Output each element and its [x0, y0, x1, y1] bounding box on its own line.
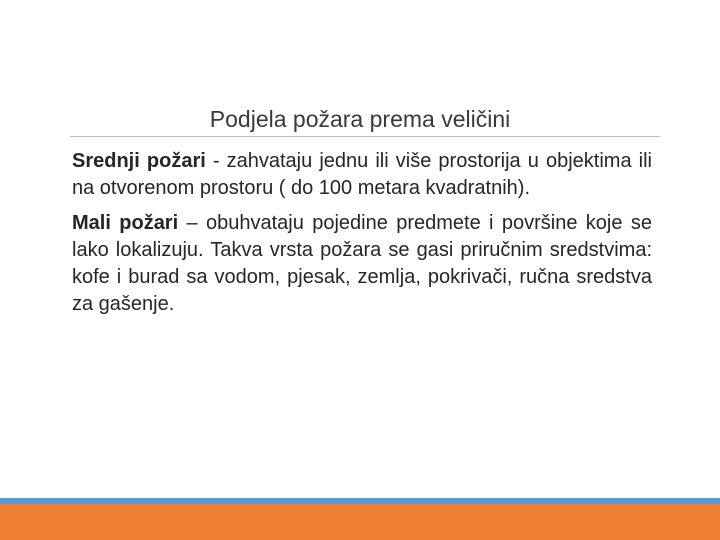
term-srednji-pozari: Srednji požari — [72, 150, 206, 172]
paragraph-srednji-pozari — [72, 148, 652, 202]
slide-title: Podjela požara prema veličini — [209, 106, 511, 132]
title-divider — [70, 136, 660, 137]
separator: – — [178, 212, 206, 234]
term-mali-pozari: Mali požari — [72, 212, 179, 234]
slide-content — [72, 148, 652, 326]
definition-srednji-pozari: zahvataju jednu ili više prostorija u objektima ili na otvorenom prostoru ( do 100 metara kvadratnih). — [72, 150, 652, 199]
separator: - — [205, 150, 227, 172]
definition-mali-pozari: obuhvataju pojedine predmete i površine koje se lako lokalizuju. Takva vrsta požara se gasi priručnim sredstvima: kofe i burad sa vodom, pjesak, zemlja, pokrivači, ručna sredstva za gašenje. — [72, 212, 652, 315]
footer-accent-orange-bar — [0, 504, 720, 540]
paragraph-mali-pozari — [72, 210, 652, 318]
